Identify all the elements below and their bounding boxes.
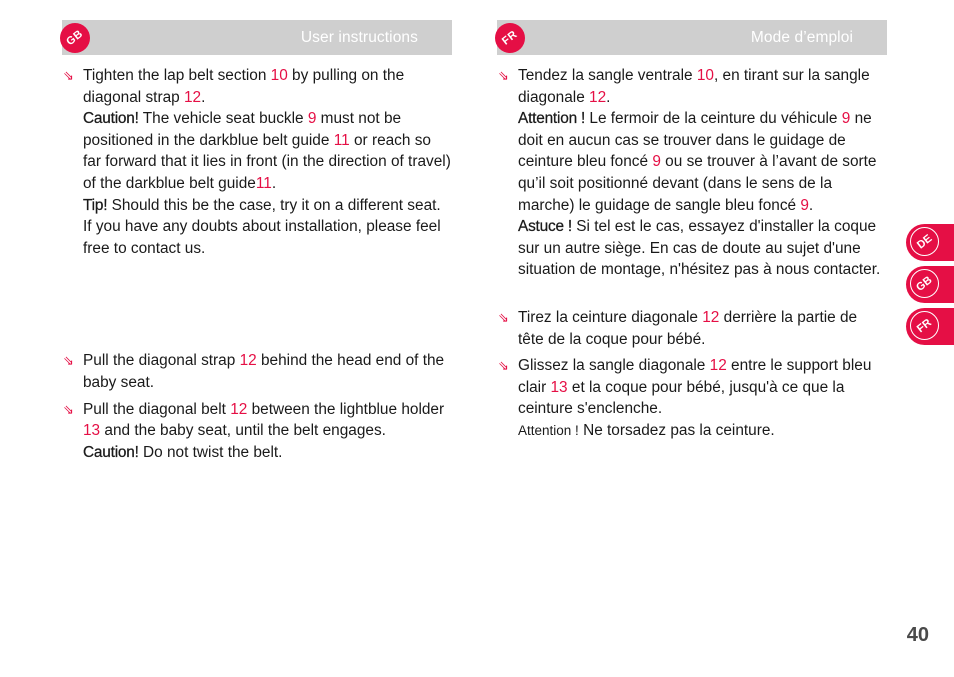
caution-note: Attention ! Ne torsadez pas la ceinture. xyxy=(518,421,775,439)
arrow-bullet-icon: ⇘ xyxy=(63,401,74,417)
caution-label: Attention ! xyxy=(518,422,579,438)
tip-label: Tip! xyxy=(83,196,108,214)
column-french xyxy=(497,20,887,442)
part-number: 12 xyxy=(709,357,727,375)
column-english xyxy=(62,20,452,463)
language-tabs xyxy=(906,224,954,350)
step-pull-diagonal-belt xyxy=(62,399,452,464)
step-tighten-lap-belt xyxy=(497,65,887,281)
step-pull-diagonal-strap xyxy=(497,307,887,350)
step-pull-diagonal-strap xyxy=(62,350,452,393)
instruction-paragraph: ⇘ Tirez la ceinture diagonale 12 derrière la partie de tête de la coque pour bébé. xyxy=(498,308,858,348)
tip-note: Tip! Should this be the case, try it on a different seat. If you have any doubts about installation, please feel free to contact us. xyxy=(83,196,441,257)
language-badge-fr: FR xyxy=(495,23,525,53)
section-header-french xyxy=(497,20,887,55)
part-number: 13 xyxy=(83,422,101,440)
language-tab-badge: FR xyxy=(910,311,939,340)
arrow-bullet-icon: ⇘ xyxy=(498,358,509,374)
part-number: 12 xyxy=(183,88,202,106)
section-header-english xyxy=(62,20,452,55)
part-number: 12 xyxy=(230,400,248,418)
step-tighten-lap-belt xyxy=(62,65,452,259)
part-number: 9 xyxy=(307,110,317,128)
instruction-paragraph: ⇘ Pull the diagonal belt 12 between the lightblue holder 13 and the baby seat, until the belt engages. xyxy=(63,400,445,440)
part-number: 13 xyxy=(550,378,568,396)
page-number: 40 xyxy=(906,624,929,646)
part-number: 12 xyxy=(589,88,607,106)
part-number: 10 xyxy=(270,67,288,84)
header-title: Mode d’emploi xyxy=(750,29,853,46)
arrow-bullet-icon: ⇘ xyxy=(63,68,74,83)
arrow-bullet-icon: ⇘ xyxy=(498,68,509,83)
part-number: 12 xyxy=(239,352,257,370)
header-title: User instructions xyxy=(300,29,418,46)
language-tab-de[interactable] xyxy=(906,224,954,261)
tip-label: Astuce ! xyxy=(518,218,573,236)
step-pull-diagonal-belt xyxy=(497,355,887,441)
language-tab-gb[interactable] xyxy=(906,266,954,303)
language-tab-badge: DE xyxy=(910,227,939,256)
language-tab-fr[interactable] xyxy=(906,308,954,345)
part-number: 11 xyxy=(333,131,350,149)
part-number: 12 xyxy=(702,308,720,326)
arrow-bullet-icon: ⇘ xyxy=(498,309,509,325)
part-number: 11 xyxy=(255,174,272,192)
instruction-paragraph: ⇘ Tighten the lap belt section 10 by pulling on the diagonal strap 12. xyxy=(63,67,405,106)
caution-note: Caution! The vehicle seat buckle 9 must not be positioned in the darkblue belt guide 11 or reach so far forward that it lies in front (in the direction of travel) of the darkblue belt guide11. xyxy=(83,110,451,192)
caution-label: Caution! xyxy=(83,443,139,461)
arrow-bullet-icon: ⇘ xyxy=(63,353,74,369)
instruction-paragraph: ⇘ Glissez la sangle diagonale 12 entre le support bleu clair 13 et la coque pour bébé, jusqu'à ce que la ceinture s'enclenche. xyxy=(498,357,872,418)
instruction-paragraph: ⇘ Tendez la sangle ventrale 10, en tirant sur la sangle diagonale 12. xyxy=(498,67,870,106)
caution-note: Caution! Do not twist the belt. xyxy=(83,443,283,461)
part-number: 9 xyxy=(652,153,661,171)
language-tab-badge: GB xyxy=(910,269,939,298)
caution-label: Attention ! xyxy=(518,110,586,128)
tip-note: Astuce ! Si tel est le cas, essayez d'installer la coque sur un autre siège. En cas de doute au sujet d'une situation de montage, n'hésitez pas à nous contacter. xyxy=(518,218,881,279)
caution-label: Caution! xyxy=(83,110,139,128)
part-number: 10 xyxy=(696,67,714,84)
part-number: 9 xyxy=(800,196,809,214)
instruction-paragraph: ⇘ Pull the diagonal strap 12 behind the head end of the baby seat. xyxy=(63,352,445,391)
language-badge-gb: GB xyxy=(60,23,90,53)
caution-note: Attention ! Le fermoir de la ceinture du véhicule 9 ne doit en aucun cas se trouver dans le guidage de ceinture bleu foncé 9 ou se trouver à l’avant de sorte qu’il soit positionné devant (dans le sens de la marche) le guidage de sangle bleu foncé 9. xyxy=(518,110,877,214)
part-number: 9 xyxy=(841,110,851,128)
